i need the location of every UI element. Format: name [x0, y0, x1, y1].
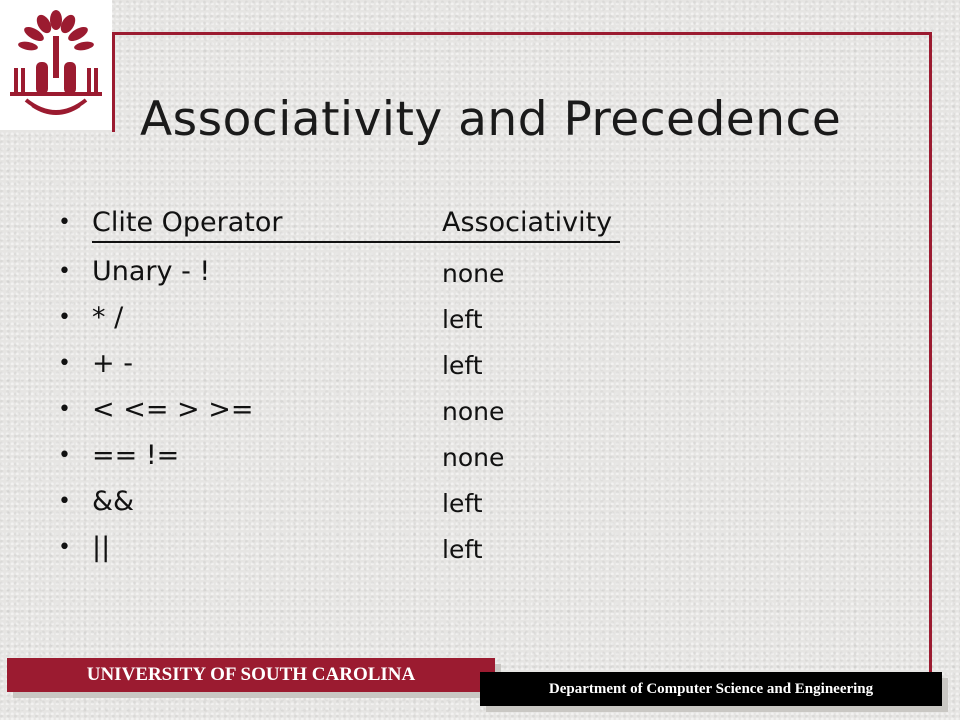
slide-frame-left: [112, 32, 115, 132]
bullet: •: [58, 259, 71, 284]
associativity-text: left: [442, 489, 483, 518]
slide-frame-top: [112, 32, 932, 35]
operator-text: &&: [92, 486, 135, 517]
usc-logo: [0, 0, 112, 130]
university-footer: UNIVERSITY OF SOUTH CAROLINA: [7, 658, 495, 692]
operator-text: < <= > >=: [92, 394, 254, 425]
slide-title: Associativity and Precedence: [140, 92, 842, 147]
associativity-text: left: [442, 535, 483, 564]
bullet: •: [58, 489, 71, 514]
usc-palmetto-seal-icon: [6, 6, 106, 124]
associativity-text: left: [442, 351, 483, 380]
operator-text: * /: [92, 302, 124, 333]
bullet: •: [58, 210, 71, 235]
department-footer: Department of Computer Science and Engineering: [480, 672, 942, 706]
operator-text: Unary - !: [92, 256, 211, 287]
operator-text: == !=: [92, 440, 180, 471]
associativity-text: left: [442, 305, 483, 334]
header-underline: [92, 241, 620, 243]
associativity-text: none: [442, 259, 505, 288]
associativity-text: none: [442, 443, 505, 472]
associativity-text: none: [442, 397, 505, 426]
bullet: •: [58, 305, 71, 330]
bullet: •: [58, 443, 71, 468]
operator-text: ||: [92, 532, 111, 563]
bullet: •: [58, 351, 71, 376]
bullet: •: [58, 397, 71, 422]
operator-column-header: Clite Operator: [92, 207, 283, 238]
associativity-column-header: Associativity: [442, 207, 613, 238]
slide-frame-right: [929, 32, 932, 680]
operator-text: + -: [92, 348, 133, 379]
bullet: •: [58, 535, 71, 560]
